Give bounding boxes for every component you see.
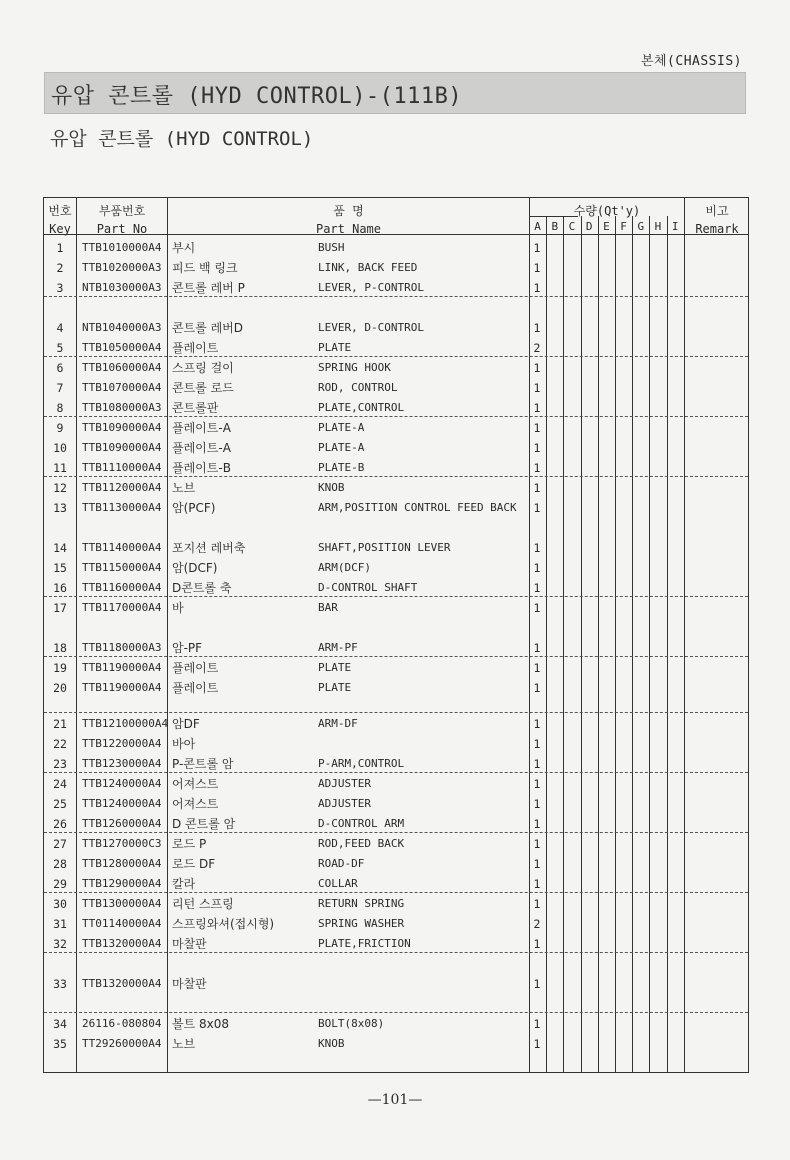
row-key: 18	[53, 641, 67, 655]
header-name-en: Part Name	[315, 222, 382, 236]
row-qty: 1	[533, 421, 541, 435]
header-remark-en: Remark	[695, 222, 739, 236]
row-part-no: TTB1070000A4	[82, 381, 162, 394]
row-name-ko: 스프링와셔(접시형)	[172, 917, 275, 931]
header-key-en: Key	[49, 222, 71, 236]
header-remark-ko: 비고	[705, 204, 729, 218]
row-key: 5	[56, 341, 64, 355]
row-part-no: TTB1110000A4	[82, 461, 162, 474]
row-key: 15	[53, 561, 67, 575]
header-name-ko: 품 명	[333, 204, 364, 218]
row-name-en: PLATE	[318, 661, 352, 674]
row-name-en: ARM-PF	[318, 641, 358, 654]
row-part-no: TTB1300000A4	[82, 897, 162, 910]
row-name-en: ROD, CONTROL	[318, 381, 398, 394]
qty-letter: G	[637, 220, 645, 233]
row-part-no: NTB1040000A3	[82, 321, 162, 334]
header-part-no-ko: 부품번호	[98, 204, 146, 218]
row-qty: 2	[533, 341, 541, 355]
row-name-en: ARM(DCF)	[318, 561, 371, 574]
qty-column-line	[563, 216, 564, 1072]
row-separator	[44, 772, 748, 773]
row-qty: 1	[533, 561, 541, 575]
row-qty: 1	[533, 641, 541, 655]
row-name-ko: 콘트롤판	[172, 401, 219, 415]
qty-column-line	[615, 216, 616, 1072]
row-part-no: TTB1130000A4	[82, 501, 162, 514]
row-qty: 1	[533, 381, 541, 395]
qty-letter: C	[568, 220, 576, 233]
row-key: 22	[53, 737, 67, 751]
row-key: 30	[53, 897, 67, 911]
column-line	[167, 198, 168, 1072]
row-part-no: TTB12100000A4	[82, 717, 169, 730]
row-part-no: TTB1090000A4	[82, 441, 162, 454]
row-qty: 1	[533, 1037, 541, 1051]
row-qty: 1	[533, 977, 541, 991]
row-name-en: KNOB	[318, 481, 345, 494]
row-name-en: ADJUSTER	[318, 777, 371, 790]
row-separator	[44, 832, 748, 833]
header-divider	[44, 234, 748, 235]
row-part-no: TTB1140000A4	[82, 541, 162, 554]
row-part-no: TTB1240000A4	[82, 797, 162, 810]
qty-letter: B	[551, 220, 559, 233]
row-name-ko: 바	[172, 601, 184, 615]
row-name-en: SPRING WASHER	[318, 917, 405, 930]
row-key: 8	[56, 401, 64, 415]
row-name-en: PLATE,CONTROL	[318, 401, 405, 414]
row-name-en: RETURN SPRING	[318, 897, 405, 910]
row-name-ko: 리턴 스프링	[172, 897, 234, 911]
row-qty: 1	[533, 581, 541, 595]
qty-letter: I	[671, 220, 679, 233]
row-name-ko: 플레이트	[172, 341, 219, 355]
row-name-ko: 플레이트-B	[172, 461, 231, 475]
row-part-no: TT01140000A4	[82, 917, 162, 930]
row-key: 2	[56, 261, 64, 275]
row-key: 11	[53, 461, 67, 475]
row-name-en: ADJUSTER	[318, 797, 371, 810]
row-part-no: TTB1260000A4	[82, 817, 162, 830]
row-part-no: TTB1220000A4	[82, 737, 162, 750]
row-separator	[44, 952, 748, 953]
row-qty: 1	[533, 401, 541, 415]
row-name-ko: 노브	[172, 481, 196, 495]
row-name-ko: 플레이트-A	[172, 441, 231, 455]
row-key: 7	[56, 381, 64, 395]
row-qty: 1	[533, 241, 541, 255]
row-name-ko: 부시	[172, 241, 196, 255]
row-name-en: BOLT(8x08)	[318, 1017, 385, 1030]
qty-column-line	[581, 216, 582, 1072]
row-qty: 1	[533, 877, 541, 891]
row-separator	[44, 656, 748, 657]
row-key: 12	[53, 481, 67, 495]
row-part-no: TTB1280000A4	[82, 857, 162, 870]
row-qty: 1	[533, 441, 541, 455]
row-part-no: TT29260000A4	[82, 1037, 162, 1050]
row-part-no: TTB1020000A3	[82, 261, 162, 274]
row-name-en: ROAD-DF	[318, 857, 365, 870]
row-name-ko: P-콘트롤 암	[172, 757, 234, 771]
row-qty: 1	[533, 717, 541, 731]
row-qty: 1	[533, 757, 541, 771]
row-part-no: TTB1180000A3	[82, 641, 162, 654]
row-name-en: LINK, BACK FEED	[318, 261, 418, 274]
row-part-no: TTB1010000A4	[82, 241, 162, 254]
page-number: —101—	[367, 1092, 423, 1108]
row-name-en: D-CONTROL SHAFT	[318, 581, 418, 594]
row-name-en: PLATE,FRICTION	[318, 937, 411, 950]
row-name-en: PLATE	[318, 341, 352, 354]
row-part-no: TTB1090000A4	[82, 421, 162, 434]
row-part-no: TTB1170000A4	[82, 601, 162, 614]
row-key: 19	[53, 661, 67, 675]
row-key: 6	[56, 361, 64, 375]
row-part-no: TTB1060000A4	[82, 361, 162, 374]
row-part-no: 26116-080804	[82, 1017, 162, 1030]
row-part-no: TTB1190000A4	[82, 681, 162, 694]
row-part-no: TTB1120000A4	[82, 481, 162, 494]
row-name-en: PLATE-A	[318, 441, 365, 454]
row-name-ko: 마찰판	[172, 937, 207, 951]
row-qty: 1	[533, 261, 541, 275]
row-name-ko: D 콘트롤 암	[172, 817, 236, 831]
row-name-en: COLLAR	[318, 877, 358, 890]
row-qty: 1	[533, 777, 541, 791]
row-separator	[44, 892, 748, 893]
row-key: 3	[56, 281, 64, 295]
row-name-en: SHAFT,POSITION LEVER	[318, 541, 451, 554]
row-name-en: BAR	[318, 601, 338, 614]
row-qty: 1	[533, 897, 541, 911]
qty-letter: F	[620, 220, 627, 233]
row-key: 24	[53, 777, 67, 791]
row-key: 25	[53, 797, 67, 811]
row-name-en: LEVER, D-CONTROL	[318, 321, 424, 334]
row-qty: 1	[533, 661, 541, 675]
row-name-ko: 콘트롤 레버D	[172, 321, 244, 335]
row-name-en: D-CONTROL ARM	[318, 817, 405, 830]
row-name-en: ROD,FEED BACK	[318, 837, 405, 850]
banner-title: 유압 콘트롤 (HYD CONTROL)-(111B)	[51, 84, 463, 109]
row-part-no: TTB1270000C3	[82, 837, 162, 850]
column-line	[684, 198, 685, 1072]
title-banner	[44, 72, 746, 114]
row-qty: 1	[533, 601, 541, 615]
row-name-en: PLATE	[318, 681, 352, 694]
header-qty-ko: 수량(Qt'y)	[573, 204, 641, 218]
page-subtitle: 유압 콘트롤 (HYD CONTROL)	[50, 128, 314, 150]
row-part-no: TTB1080000A3	[82, 401, 162, 414]
row-part-no: TTB1150000A4	[82, 561, 162, 574]
row-key: 10	[53, 441, 67, 455]
row-part-no: TTB1320000A4	[82, 937, 162, 950]
row-qty: 1	[533, 681, 541, 695]
row-qty: 1	[533, 797, 541, 811]
row-key: 9	[56, 421, 64, 435]
row-separator	[44, 596, 748, 597]
row-part-no: TTB1290000A4	[82, 877, 162, 890]
row-name-ko: 플레이트	[172, 681, 219, 695]
row-qty: 1	[533, 837, 541, 851]
row-name-ko: 로드 P	[172, 837, 207, 851]
row-key: 4	[56, 321, 64, 335]
parts-table	[43, 197, 749, 1073]
qty-column-line	[546, 216, 547, 1072]
row-key: 16	[53, 581, 67, 595]
row-name-ko: 암(PCF)	[172, 501, 216, 515]
row-name-en: P-ARM,CONTROL	[318, 757, 405, 770]
row-key: 27	[53, 837, 67, 851]
row-name-en: KNOB	[318, 1037, 345, 1050]
row-name-ko: 볼트 8x08	[172, 1017, 230, 1031]
row-qty: 2	[533, 917, 541, 931]
row-separator	[44, 296, 748, 297]
row-key: 34	[53, 1017, 67, 1031]
row-name-en: ARM,POSITION CONTROL FEED BACK	[318, 501, 517, 514]
header-part-no-en: Part No	[96, 222, 148, 236]
row-part-no: TTB1230000A4	[82, 757, 162, 770]
row-separator	[44, 356, 748, 357]
qty-header-divider	[529, 216, 578, 217]
row-part-no: TTB1160000A4	[82, 581, 162, 594]
row-qty: 1	[533, 1017, 541, 1031]
row-key: 26	[53, 817, 67, 831]
qty-letter: D	[585, 220, 593, 233]
row-key: 33	[53, 977, 67, 991]
header-key-ko: 번호	[48, 204, 72, 218]
row-part-no: TTB1320000A4	[82, 977, 162, 990]
row-name-ko: 어져스트	[172, 797, 219, 811]
column-line	[76, 198, 77, 1072]
row-name-ko: 마찰판	[172, 977, 207, 991]
row-key: 14	[53, 541, 67, 555]
row-key: 29	[53, 877, 67, 891]
row-name-ko: 스프링 걸이	[172, 361, 234, 375]
row-name-en: SPRING HOOK	[318, 361, 391, 374]
row-name-ko: 암DF	[172, 717, 200, 731]
row-qty: 1	[533, 361, 541, 375]
row-name-en: ARM-DF	[318, 717, 358, 730]
row-qty: 1	[533, 857, 541, 871]
row-part-no: TTB1050000A4	[82, 341, 162, 354]
row-part-no: NTB1030000A3	[82, 281, 162, 294]
row-part-no: TTB1240000A4	[82, 777, 162, 790]
row-name-ko: 칼라	[172, 877, 196, 891]
row-qty: 1	[533, 541, 541, 555]
column-line	[529, 198, 530, 1072]
row-name-ko: 어져스트	[172, 777, 219, 791]
row-separator	[44, 1012, 748, 1013]
row-qty: 1	[533, 937, 541, 951]
row-name-ko: 플레이트-A	[172, 421, 231, 435]
row-key: 17	[53, 601, 67, 615]
row-separator	[44, 712, 748, 713]
qty-letter: E	[603, 220, 610, 233]
row-name-ko: 암-PF	[172, 641, 203, 655]
row-name-ko: 콘트롤 로드	[172, 381, 234, 395]
row-key: 35	[53, 1037, 67, 1051]
qty-letter: A	[534, 220, 541, 233]
row-qty: 1	[533, 461, 541, 475]
row-qty: 1	[533, 321, 541, 335]
row-name-en: PLATE-A	[318, 421, 365, 434]
qty-column-line	[598, 216, 599, 1072]
row-name-en: BUSH	[318, 241, 345, 254]
row-name-ko: 암(DCF)	[172, 561, 218, 575]
row-key: 13	[53, 501, 67, 515]
row-key: 21	[53, 717, 67, 731]
row-name-ko: 플레이트	[172, 661, 219, 675]
row-name-en: LEVER, P-CONTROL	[318, 281, 424, 294]
row-name-en: PLATE-B	[318, 461, 365, 474]
row-key: 20	[53, 681, 67, 695]
row-name-ko: 포지션 레버축	[172, 541, 246, 555]
row-qty: 1	[533, 481, 541, 495]
row-key: 32	[53, 937, 67, 951]
row-separator	[44, 476, 748, 477]
row-name-ko: 노브	[172, 1037, 196, 1051]
row-key: 1	[56, 241, 64, 255]
row-qty: 1	[533, 281, 541, 295]
row-name-ko: 로드 DF	[172, 857, 216, 871]
qty-letter: H	[654, 220, 662, 233]
row-part-no: TTB1190000A4	[82, 661, 162, 674]
section-label: 본체(CHASSIS)	[640, 54, 742, 69]
qty-column-line	[649, 216, 650, 1072]
row-key: 31	[53, 917, 67, 931]
row-name-ko: 바아	[172, 737, 196, 751]
row-separator	[44, 416, 748, 417]
row-name-ko: D콘트롤 축	[172, 581, 232, 595]
row-qty: 1	[533, 501, 541, 515]
row-key: 23	[53, 757, 67, 771]
row-name-ko: 콘트롤 레버 P	[172, 281, 245, 295]
row-qty: 1	[533, 817, 541, 831]
qty-column-line	[667, 216, 668, 1072]
row-key: 28	[53, 857, 67, 871]
row-qty: 1	[533, 737, 541, 751]
qty-column-line	[632, 216, 633, 1072]
row-name-ko: 피드 백 링크	[172, 261, 238, 275]
